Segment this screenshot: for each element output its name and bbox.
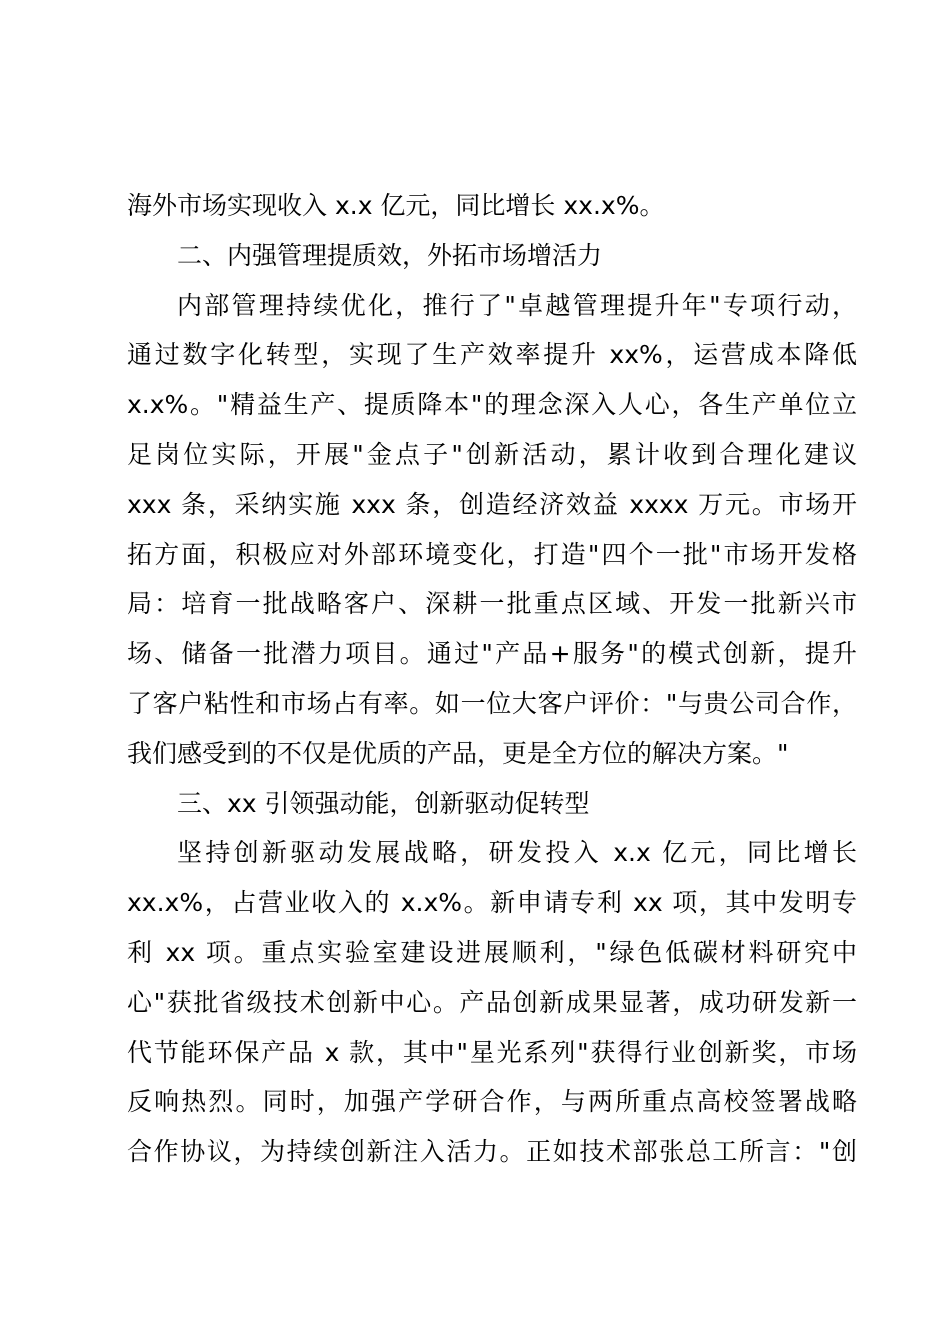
text-line: 了客户粘性和市场占有率。如一位大客户评价："与贵公司合作， — [127, 688, 857, 718]
text-line: 局：培育一批战略客户、深耕一批重点区域、开发一批新兴市 — [127, 589, 857, 619]
text-line: xx.x%，占营业收入的 x.x%。新申请专利 xx 项，其中发明专 — [127, 888, 857, 918]
document-body — [127, 181, 857, 1177]
section-heading: 二、内强管理提质效，外拓市场增活力 — [177, 240, 603, 270]
text-line: 海外市场实现收入 x.x 亿元，同比增长 xx.x%。 — [127, 191, 665, 220]
text-line: 场、储备一批潜力项目。通过"产品+服务"的模式创新，提升 — [127, 639, 857, 669]
text-line: 拓方面，积极应对外部环境变化，打造"四个一批"市场开发格 — [127, 539, 857, 569]
text-line: 内部管理持续优化，推行了"卓越管理提升年"专项行动， — [177, 290, 857, 320]
text-line: 我们感受到的不仅是优质的产品，更是全方位的解决方案。" — [127, 738, 789, 768]
text-line: 心"获批省级技术创新中心。产品创新成果显著，成功研发新一 — [127, 987, 857, 1017]
text-line: 反响热烈。同时，加强产学研合作，与两所重点高校签署战略 — [127, 1087, 857, 1117]
text-line: 利 xx 项。重点实验室建设进展顺利，"绿色低碳材料研究中 — [127, 937, 857, 967]
text-line: xxx 条，采纳实施 xxx 条，创造经济效益 xxxx 万元。市场开 — [127, 489, 857, 519]
text-line: 通过数字化转型，实现了生产效率提升 xx%，运营成本降低 — [127, 340, 857, 370]
text-line: x.x%。"精益生产、提质降本"的理念深入人心，各生产单位立 — [127, 390, 857, 420]
text-line: 足岗位实际，开展"金点子"创新活动，累计收到合理化建议 — [127, 439, 857, 469]
text-line: 坚持创新驱动发展战略，研发投入 x.x 亿元，同比增长 — [177, 838, 857, 868]
text-line: 代节能环保产品 x 款，其中"星光系列"获得行业创新奖，市场 — [127, 1037, 857, 1067]
section-heading: 三、xx 引领强动能，创新驱动促转型 — [177, 788, 590, 818]
text-line: 合作协议，为持续创新注入活力。正如技术部张总工所言："创 — [127, 1137, 857, 1167]
